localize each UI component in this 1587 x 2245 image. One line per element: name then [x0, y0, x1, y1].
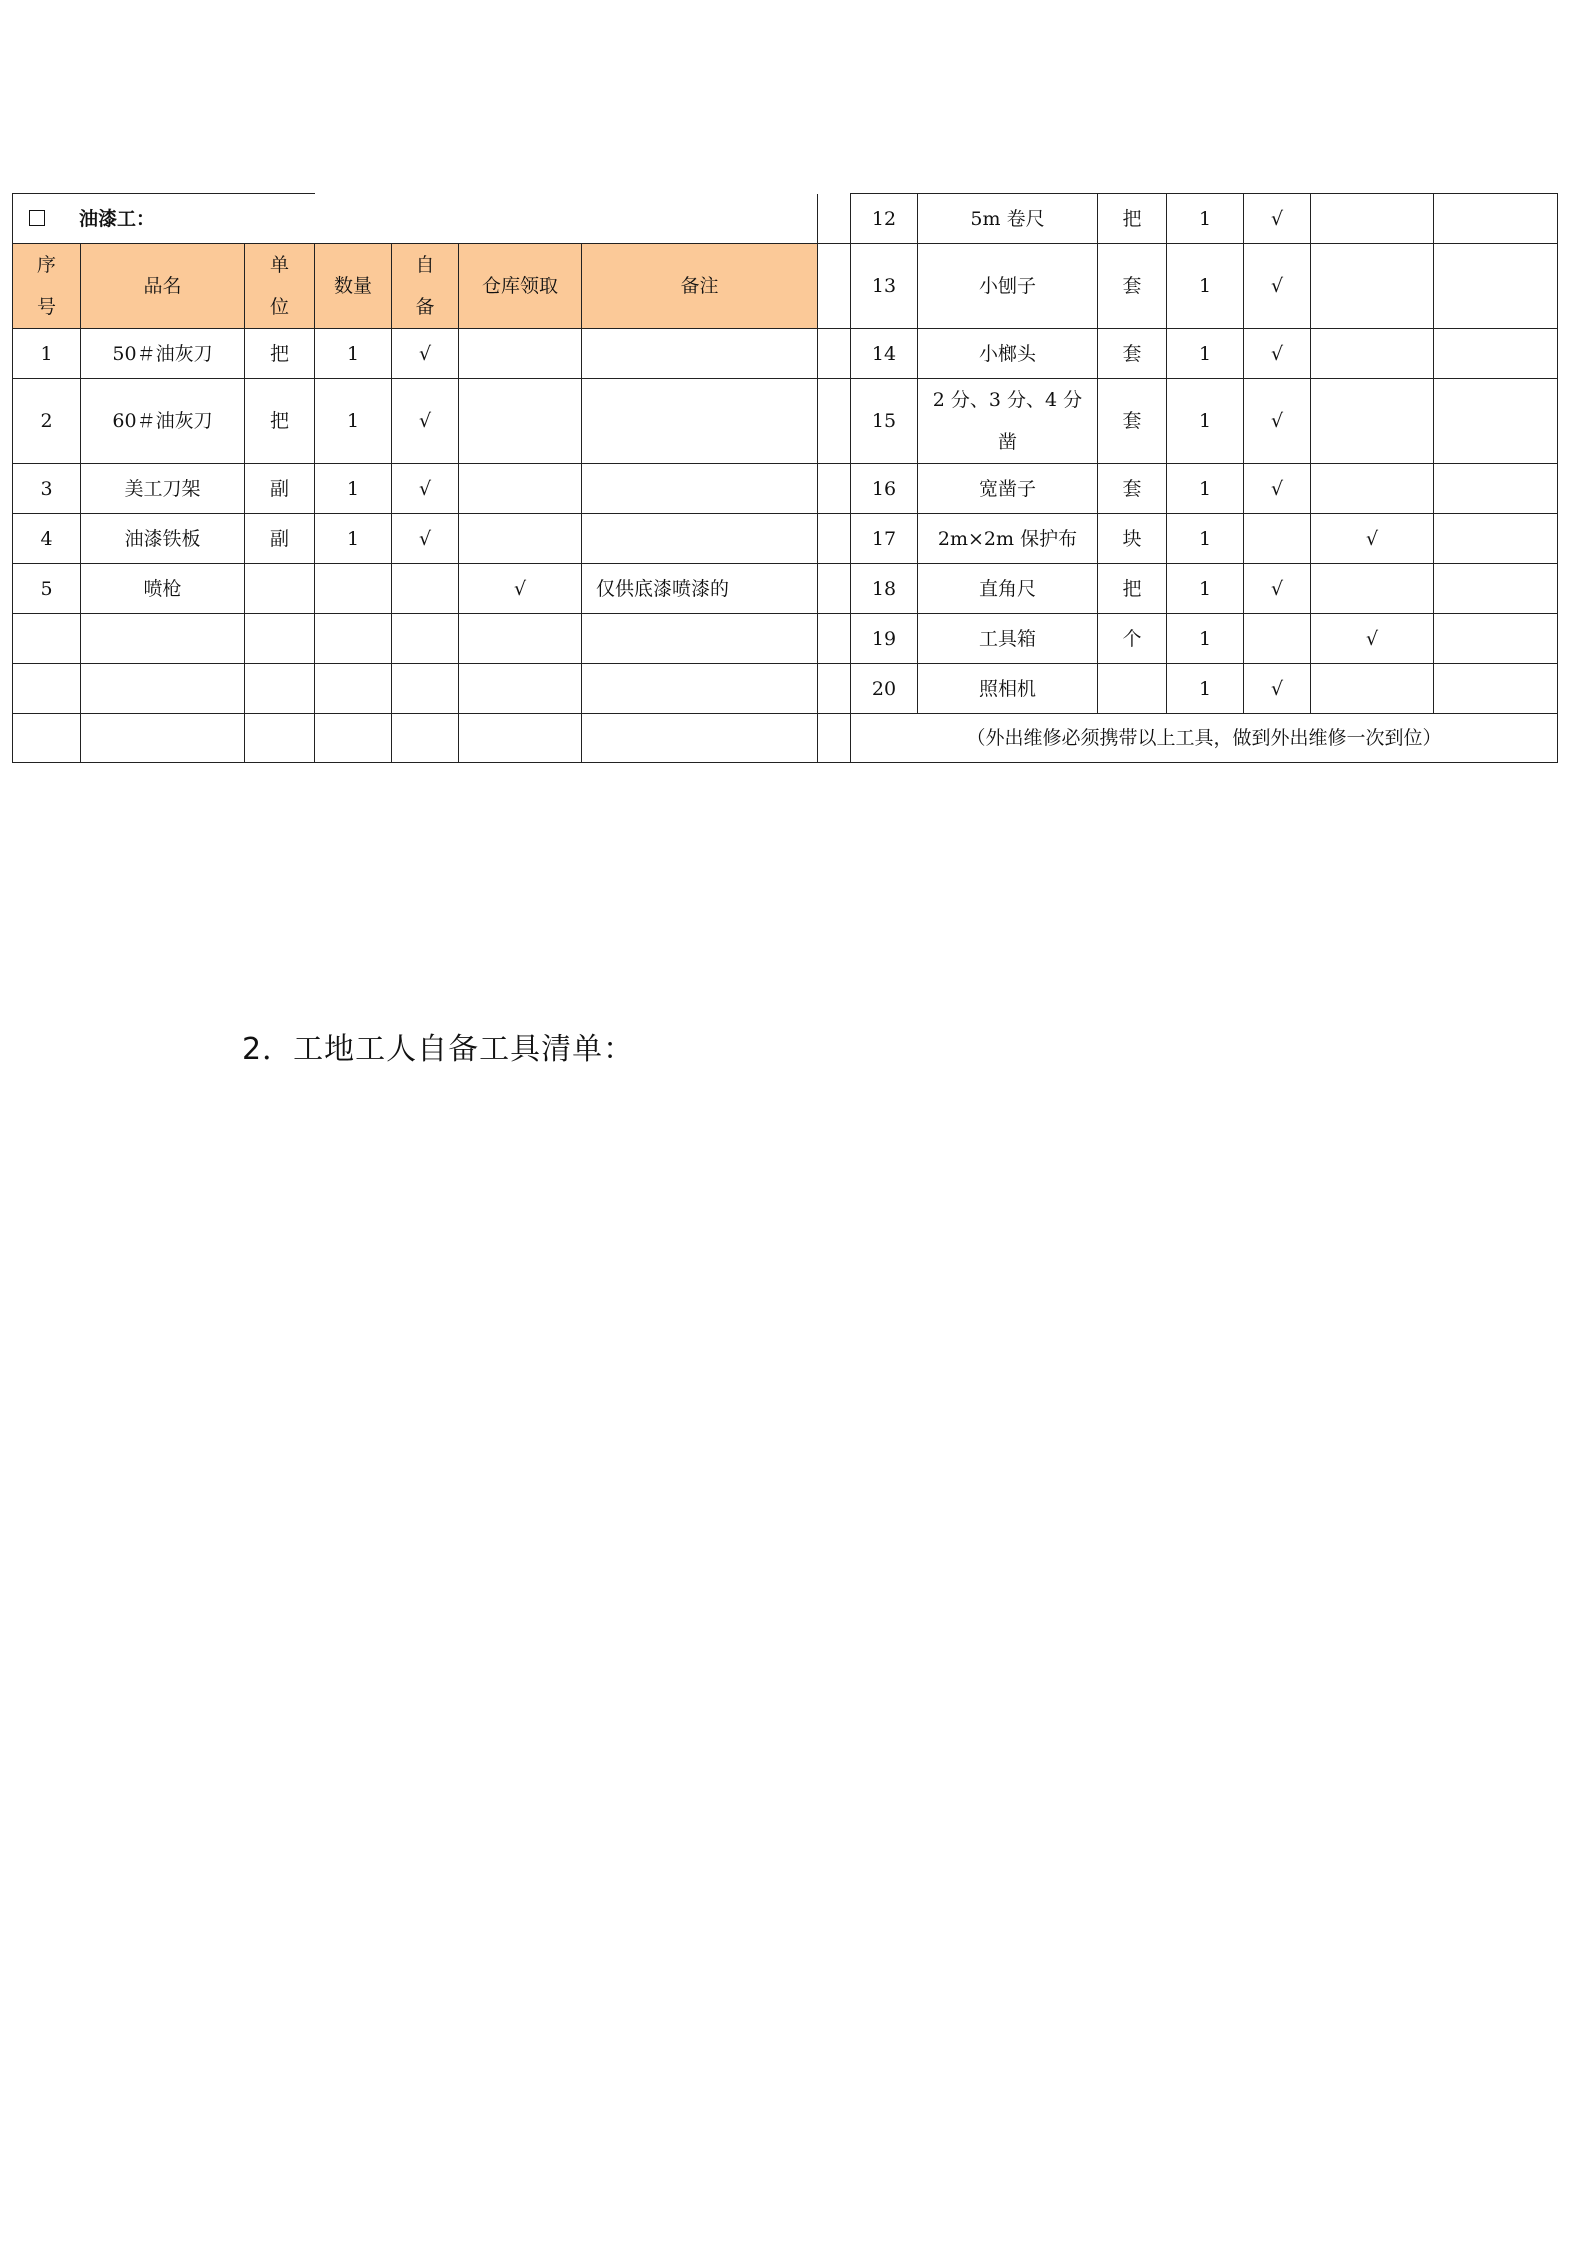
left-qty — [315, 564, 392, 614]
left-empty — [315, 714, 392, 763]
left-qty: 1 — [315, 379, 392, 464]
right-qty: 1 — [1167, 464, 1244, 514]
right-no: 19 — [851, 614, 918, 664]
table-row — [13, 714, 1558, 763]
left-self: √ — [392, 514, 459, 564]
right-blank — [1434, 464, 1558, 514]
right-no: 13 — [851, 244, 918, 329]
right-warehouse — [1311, 464, 1434, 514]
right-unit: 块 — [1098, 514, 1167, 564]
right-blank — [1434, 379, 1558, 464]
section-heading: 2．工地工人自备工具清单： — [242, 1032, 635, 1067]
right-qty: 1 — [1167, 614, 1244, 664]
right-qty: 1 — [1167, 564, 1244, 614]
left-no: 1 — [13, 329, 81, 379]
gap-cell — [818, 564, 851, 614]
right-name: 小刨子 — [918, 244, 1098, 329]
gap-cell — [818, 464, 851, 514]
right-no: 16 — [851, 464, 918, 514]
left-empty — [81, 614, 245, 664]
table-row — [13, 514, 1558, 564]
left-empty — [81, 714, 245, 763]
right-blank — [1434, 614, 1558, 664]
right-unit: 套 — [1098, 379, 1167, 464]
left-self: √ — [392, 329, 459, 379]
right-self — [1244, 614, 1311, 664]
left-empty — [245, 664, 315, 714]
left-empty — [582, 714, 818, 763]
table-row — [13, 329, 1558, 379]
gap-cell — [818, 244, 851, 329]
right-unit: 套 — [1098, 329, 1167, 379]
table-row — [13, 664, 1558, 714]
left-self — [392, 564, 459, 614]
left-no: 3 — [13, 464, 81, 514]
right-no: 17 — [851, 514, 918, 564]
left-empty — [315, 664, 392, 714]
right-blank — [1434, 244, 1558, 329]
right-name: 2 分、3 分、4 分 凿 — [918, 379, 1098, 464]
gap-cell — [818, 379, 851, 464]
repair-note: （外出维修必须携带以上工具，做到外出维修一次到位） — [851, 714, 1558, 763]
right-name: 小榔头 — [918, 329, 1098, 379]
left-warehouse — [459, 464, 582, 514]
left-empty — [13, 664, 81, 714]
left-unit: 把 — [245, 329, 315, 379]
right-warehouse — [1311, 194, 1434, 244]
left-remark — [582, 379, 818, 464]
right-unit: 把 — [1098, 564, 1167, 614]
left-empty — [245, 714, 315, 763]
painter-tool-table — [12, 193, 1558, 763]
left-warehouse — [459, 329, 582, 379]
left-remark — [582, 329, 818, 379]
right-unit: 个 — [1098, 614, 1167, 664]
table-row — [13, 564, 1558, 614]
gap-cell — [818, 614, 851, 664]
left-no: 5 — [13, 564, 81, 614]
right-name: 宽凿子 — [918, 464, 1098, 514]
left-name: 美工刀架 — [81, 464, 245, 514]
left-qty: 1 — [315, 329, 392, 379]
left-no: 4 — [13, 514, 81, 564]
left-no: 2 — [13, 379, 81, 464]
right-qty: 1 — [1167, 664, 1244, 714]
header-qty: 数量 — [315, 244, 392, 329]
left-name: 油漆铁板 — [81, 514, 245, 564]
right-warehouse — [1311, 244, 1434, 329]
right-warehouse: √ — [1311, 514, 1434, 564]
right-self: √ — [1244, 244, 1311, 329]
left-remark — [582, 514, 818, 564]
left-empty — [245, 614, 315, 664]
left-unit: 把 — [245, 379, 315, 464]
right-self — [1244, 514, 1311, 564]
left-empty — [392, 714, 459, 763]
right-qty: 1 — [1167, 194, 1244, 244]
left-empty — [13, 714, 81, 763]
title-blank — [315, 194, 818, 244]
right-warehouse: √ — [1311, 614, 1434, 664]
right-no: 15 — [851, 379, 918, 464]
header-remark: 备注 — [582, 244, 818, 329]
left-name: 60＃油灰刀 — [81, 379, 245, 464]
right-blank — [1434, 514, 1558, 564]
gap-cell — [818, 714, 851, 763]
left-self: √ — [392, 379, 459, 464]
left-remark: 仅供底漆喷漆的 — [582, 564, 818, 614]
right-name: 2m×2m 保护布 — [918, 514, 1098, 564]
right-warehouse — [1311, 379, 1434, 464]
right-self: √ — [1244, 564, 1311, 614]
right-name: 照相机 — [918, 664, 1098, 714]
right-unit — [1098, 664, 1167, 714]
gap-cell — [818, 514, 851, 564]
left-empty — [81, 664, 245, 714]
left-remark — [582, 464, 818, 514]
left-self: √ — [392, 464, 459, 514]
right-blank — [1434, 664, 1558, 714]
left-empty — [582, 614, 818, 664]
right-blank — [1434, 329, 1558, 379]
left-name: 喷枪 — [81, 564, 245, 614]
left-warehouse — [459, 514, 582, 564]
right-no: 18 — [851, 564, 918, 614]
right-warehouse — [1311, 329, 1434, 379]
left-name: 50＃油灰刀 — [81, 329, 245, 379]
right-self: √ — [1244, 379, 1311, 464]
gap-cell — [818, 194, 851, 244]
left-qty: 1 — [315, 514, 392, 564]
left-empty — [459, 664, 582, 714]
right-no: 20 — [851, 664, 918, 714]
checkbox-icon — [29, 210, 45, 226]
right-unit: 套 — [1098, 464, 1167, 514]
section-title-cell — [13, 194, 315, 244]
right-unit: 套 — [1098, 244, 1167, 329]
painter-title: 油漆工： — [79, 207, 156, 230]
right-no: 14 — [851, 329, 918, 379]
right-no: 12 — [851, 194, 918, 244]
left-empty — [459, 714, 582, 763]
right-blank — [1434, 564, 1558, 614]
gap-cell — [818, 664, 851, 714]
left-empty — [392, 664, 459, 714]
header-warehouse: 仓库领取 — [459, 244, 582, 329]
left-empty — [315, 614, 392, 664]
left-empty — [392, 614, 459, 664]
left-empty — [459, 614, 582, 664]
right-qty: 1 — [1167, 244, 1244, 329]
right-self: √ — [1244, 464, 1311, 514]
left-empty — [582, 664, 818, 714]
header-name: 品名 — [81, 244, 245, 329]
left-unit — [245, 564, 315, 614]
header-unit: 单 位 — [245, 244, 315, 329]
left-warehouse — [459, 379, 582, 464]
header-seq: 序 号 — [13, 244, 81, 329]
left-unit: 副 — [245, 464, 315, 514]
right-warehouse — [1311, 664, 1434, 714]
right-qty: 1 — [1167, 329, 1244, 379]
right-name: 直角尺 — [918, 564, 1098, 614]
right-warehouse — [1311, 564, 1434, 614]
left-qty: 1 — [315, 464, 392, 514]
right-self: √ — [1244, 664, 1311, 714]
right-self: √ — [1244, 194, 1311, 244]
right-unit: 把 — [1098, 194, 1167, 244]
table-row — [13, 194, 1558, 244]
right-name: 工具箱 — [918, 614, 1098, 664]
table-row — [13, 464, 1558, 514]
table-row — [13, 244, 1558, 329]
right-qty: 1 — [1167, 514, 1244, 564]
right-self: √ — [1244, 329, 1311, 379]
right-qty: 1 — [1167, 379, 1244, 464]
header-self: 自 备 — [392, 244, 459, 329]
right-blank — [1434, 194, 1558, 244]
table-row — [13, 614, 1558, 664]
table-row — [13, 379, 1558, 464]
left-empty — [13, 614, 81, 664]
gap-cell — [818, 329, 851, 379]
left-warehouse: √ — [459, 564, 582, 614]
left-unit: 副 — [245, 514, 315, 564]
right-name: 5m 卷尺 — [918, 194, 1098, 244]
